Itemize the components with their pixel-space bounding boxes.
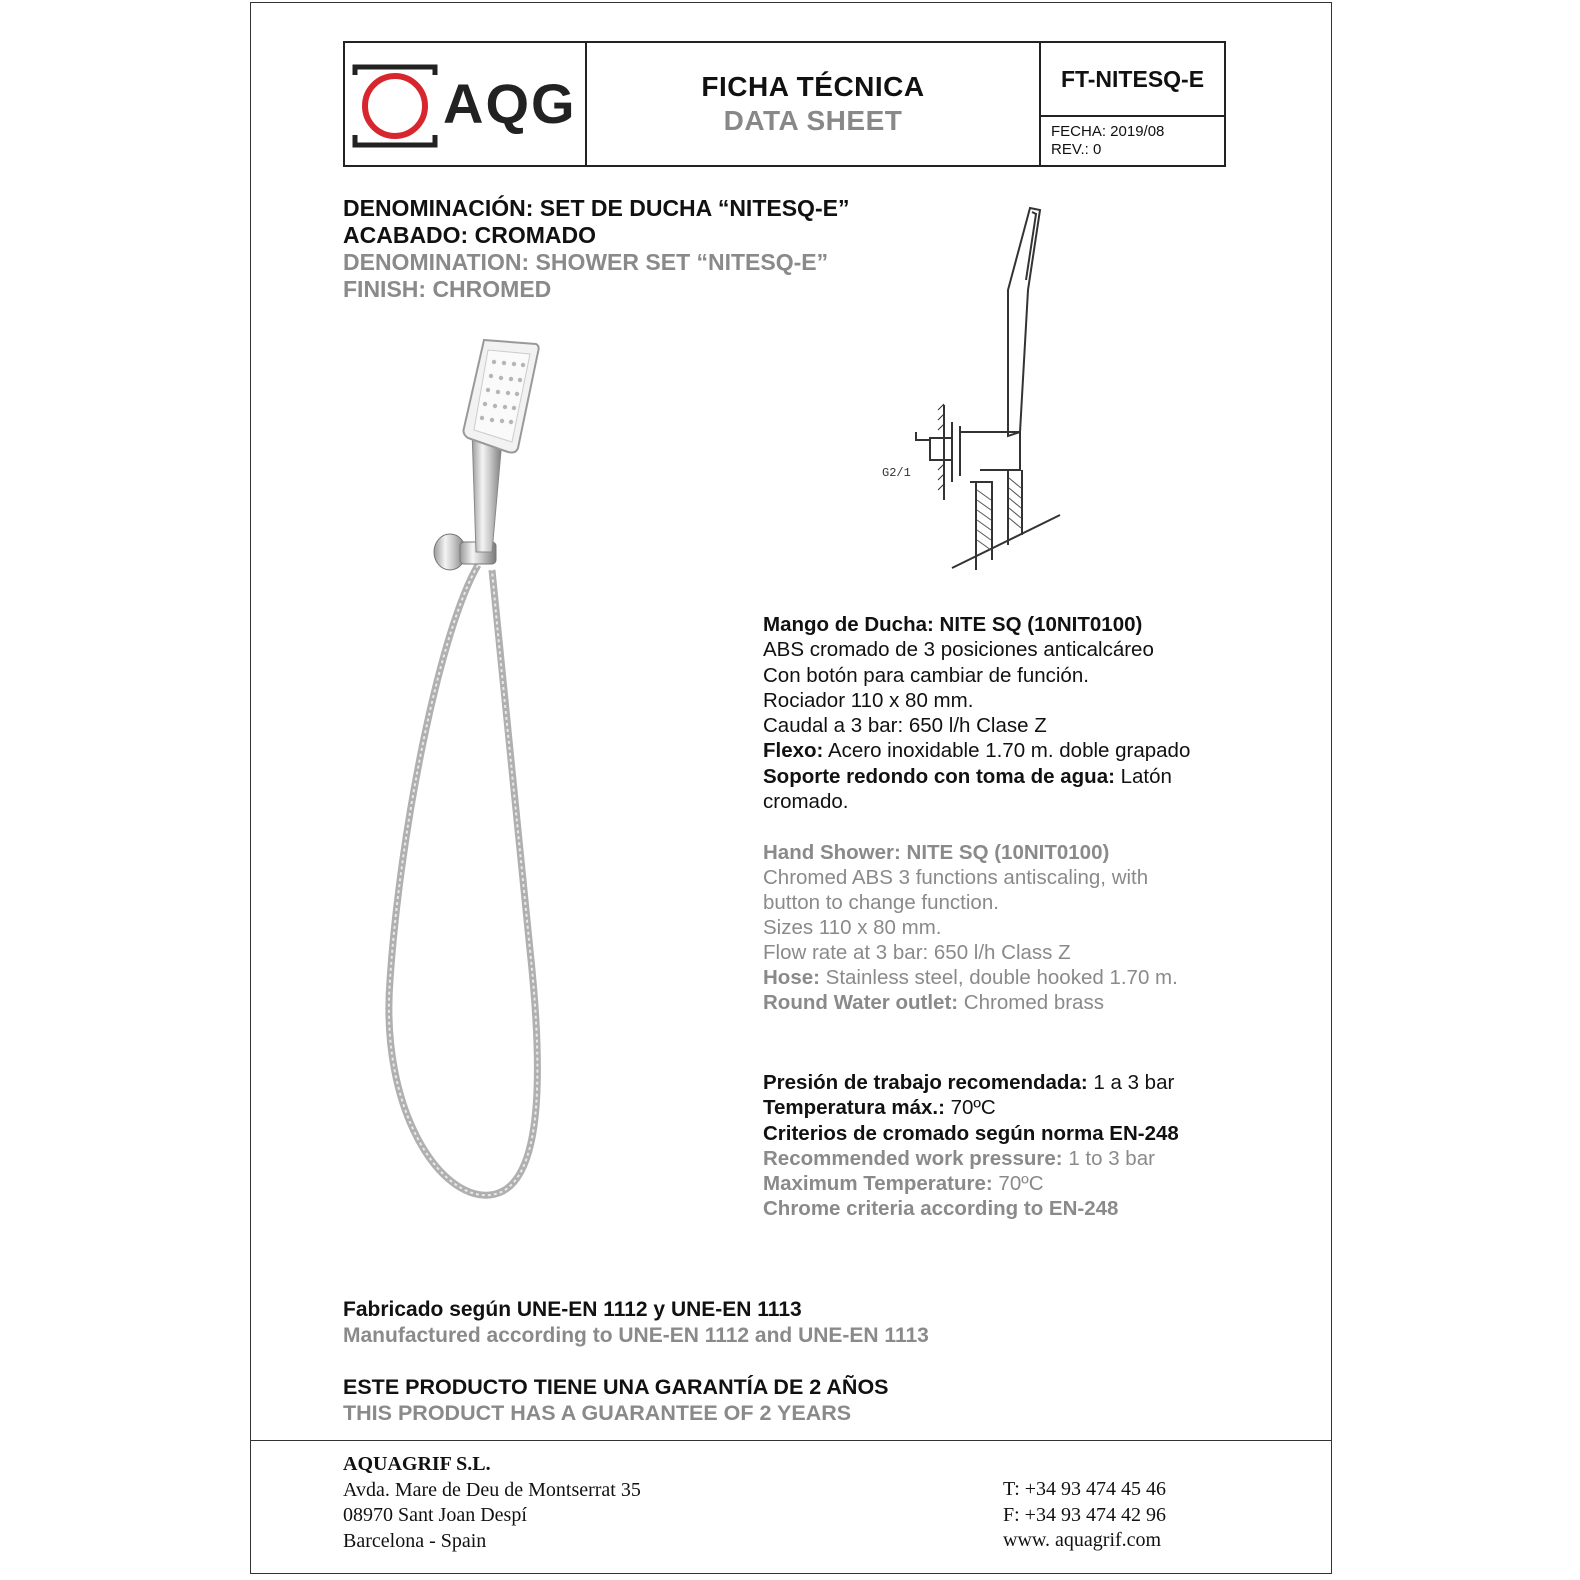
address-line: Barcelona - Spain <box>343 1529 487 1552</box>
specs-es <box>763 612 1243 814</box>
hose-spec-en <box>763 965 1243 990</box>
chrome-criteria-es: Criterios de cromado según norma EN-248 <box>763 1121 1179 1145</box>
max-temp-value-en: 70ºC <box>992 1172 1044 1196</box>
logo-cell <box>345 43 587 165</box>
max-temp-en <box>763 1171 1243 1196</box>
hose-spec-es <box>763 738 1243 763</box>
technical-drawing <box>880 200 1080 580</box>
header-table <box>343 41 1226 167</box>
support-value-es: Latón cromado. <box>763 764 1172 814</box>
handle-title-es: Mango de Ducha: NITE SQ (10NIT0100) <box>763 613 1143 636</box>
logo-brand-text: AQG <box>443 72 577 135</box>
footer-divider <box>250 1440 1332 1441</box>
work-pressure-value-en: 1 to 3 bar <box>1062 1146 1155 1170</box>
specs-en <box>763 840 1243 1015</box>
manufacture-en: Manufactured according to UNE-EN 1112 and UNE-EN 1113 <box>343 1324 929 1347</box>
product-photo <box>380 330 600 1210</box>
support-spec-es <box>763 764 1243 815</box>
date-revision <box>1041 117 1224 165</box>
max-temp-label-es: Temperatura máx.: <box>763 1096 945 1120</box>
manufacture-block <box>343 1297 929 1349</box>
thread-label: G2/1 <box>882 466 911 480</box>
document-code: FT-NITESQ-E <box>1041 43 1224 117</box>
manufacture-es: Fabricado según UNE-EN 1112 y UNE-EN 1113 <box>343 1298 802 1321</box>
hose-label-es: Flexo: <box>763 739 824 763</box>
work-pressure-label-es: Presión de trabajo recomendada: <box>763 1071 1088 1094</box>
denomination-es: DENOMINACIÓN: SET DE DUCHA “NITESQ-E” <box>343 195 850 221</box>
spec-line-es: ABS cromado de 3 posiciones anticalcáreo <box>763 638 1154 662</box>
max-temp-label-en: Maximum Temperature: <box>763 1172 993 1196</box>
pressure-block <box>763 1070 1243 1222</box>
hose-value-en: Stainless steel, double hooked 1.70 m. <box>819 966 1178 989</box>
title-en: DATA SHEET <box>723 105 903 136</box>
company-contacts <box>1003 1477 1166 1554</box>
company-name: AQUAGRIF S.L. <box>343 1453 491 1475</box>
website-link[interactable]: www. aquagrif.com <box>1003 1529 1162 1551</box>
address-line: 08970 Sant Joan Despí <box>343 1504 527 1526</box>
support-label-es: Soporte redondo con toma de agua: <box>763 764 1115 788</box>
finish-en: FINISH: CHROMED <box>343 276 552 302</box>
hose-label-en: Hose: <box>763 966 820 989</box>
spec-line-en: Flow rate at 3 bar: 650 l/h Class Z <box>763 941 1071 964</box>
guarantee-block <box>343 1374 889 1426</box>
spec-line-en: Chromed ABS 3 functions antiscaling, with button to change function. <box>763 866 1149 914</box>
title-es: FICHA TÉCNICA <box>701 71 925 102</box>
title-cell <box>587 43 1041 165</box>
finish-es: ACABADO: CROMADO <box>343 222 596 248</box>
code-cell <box>1041 43 1224 165</box>
max-temp-value-es: 70ºC <box>944 1096 996 1120</box>
address-line: Avda. Mare de Deu de Montserrat 35 <box>343 1478 641 1501</box>
date: FECHA: 2019/08 <box>1051 123 1165 140</box>
outlet-value-en: Chromed brass <box>958 991 1104 1014</box>
hose-value-es: Acero inoxidable 1.70 m. doble grapado <box>823 739 1191 763</box>
fax-number: F: +34 93 474 42 96 <box>1003 1503 1166 1526</box>
spec-line-es: Rociador 110 x 80 mm. <box>763 688 974 712</box>
denomination-en: DENOMINATION: SHOWER SET “NITESQ-E” <box>343 249 829 275</box>
work-pressure-es <box>763 1070 1243 1095</box>
revision: REV.: 0 <box>1051 141 1102 158</box>
phone-number: T: +34 93 474 45 46 <box>1003 1478 1167 1500</box>
work-pressure-value-es: 1 a 3 bar <box>1087 1071 1175 1094</box>
guarantee-es: ESTE PRODUCTO TIENE UNA GARANTÍA DE 2 AÑOS <box>343 1375 889 1399</box>
outlet-spec-en <box>763 990 1243 1015</box>
work-pressure-label-en: Recommended work pressure: <box>763 1146 1063 1170</box>
chrome-criteria-en: Chrome criteria according to EN-248 <box>763 1197 1119 1221</box>
handle-title-en: Hand Shower: NITE SQ (10NIT0100) <box>763 841 1110 864</box>
spec-line-es: Caudal a 3 bar: 650 l/h Clase Z <box>763 714 1047 738</box>
spec-line-es: Con botón para cambiar de función. <box>763 663 1089 687</box>
company-address <box>343 1452 641 1554</box>
denomination-block <box>343 195 849 303</box>
spec-line-en: Sizes 110 x 80 mm. <box>763 916 942 939</box>
outlet-label-en: Round Water outlet: <box>763 991 959 1014</box>
work-pressure-en <box>763 1146 1243 1171</box>
guarantee-en: THIS PRODUCT HAS A GUARANTEE OF 2 YEARS <box>343 1401 852 1425</box>
max-temp-es <box>763 1095 1243 1120</box>
